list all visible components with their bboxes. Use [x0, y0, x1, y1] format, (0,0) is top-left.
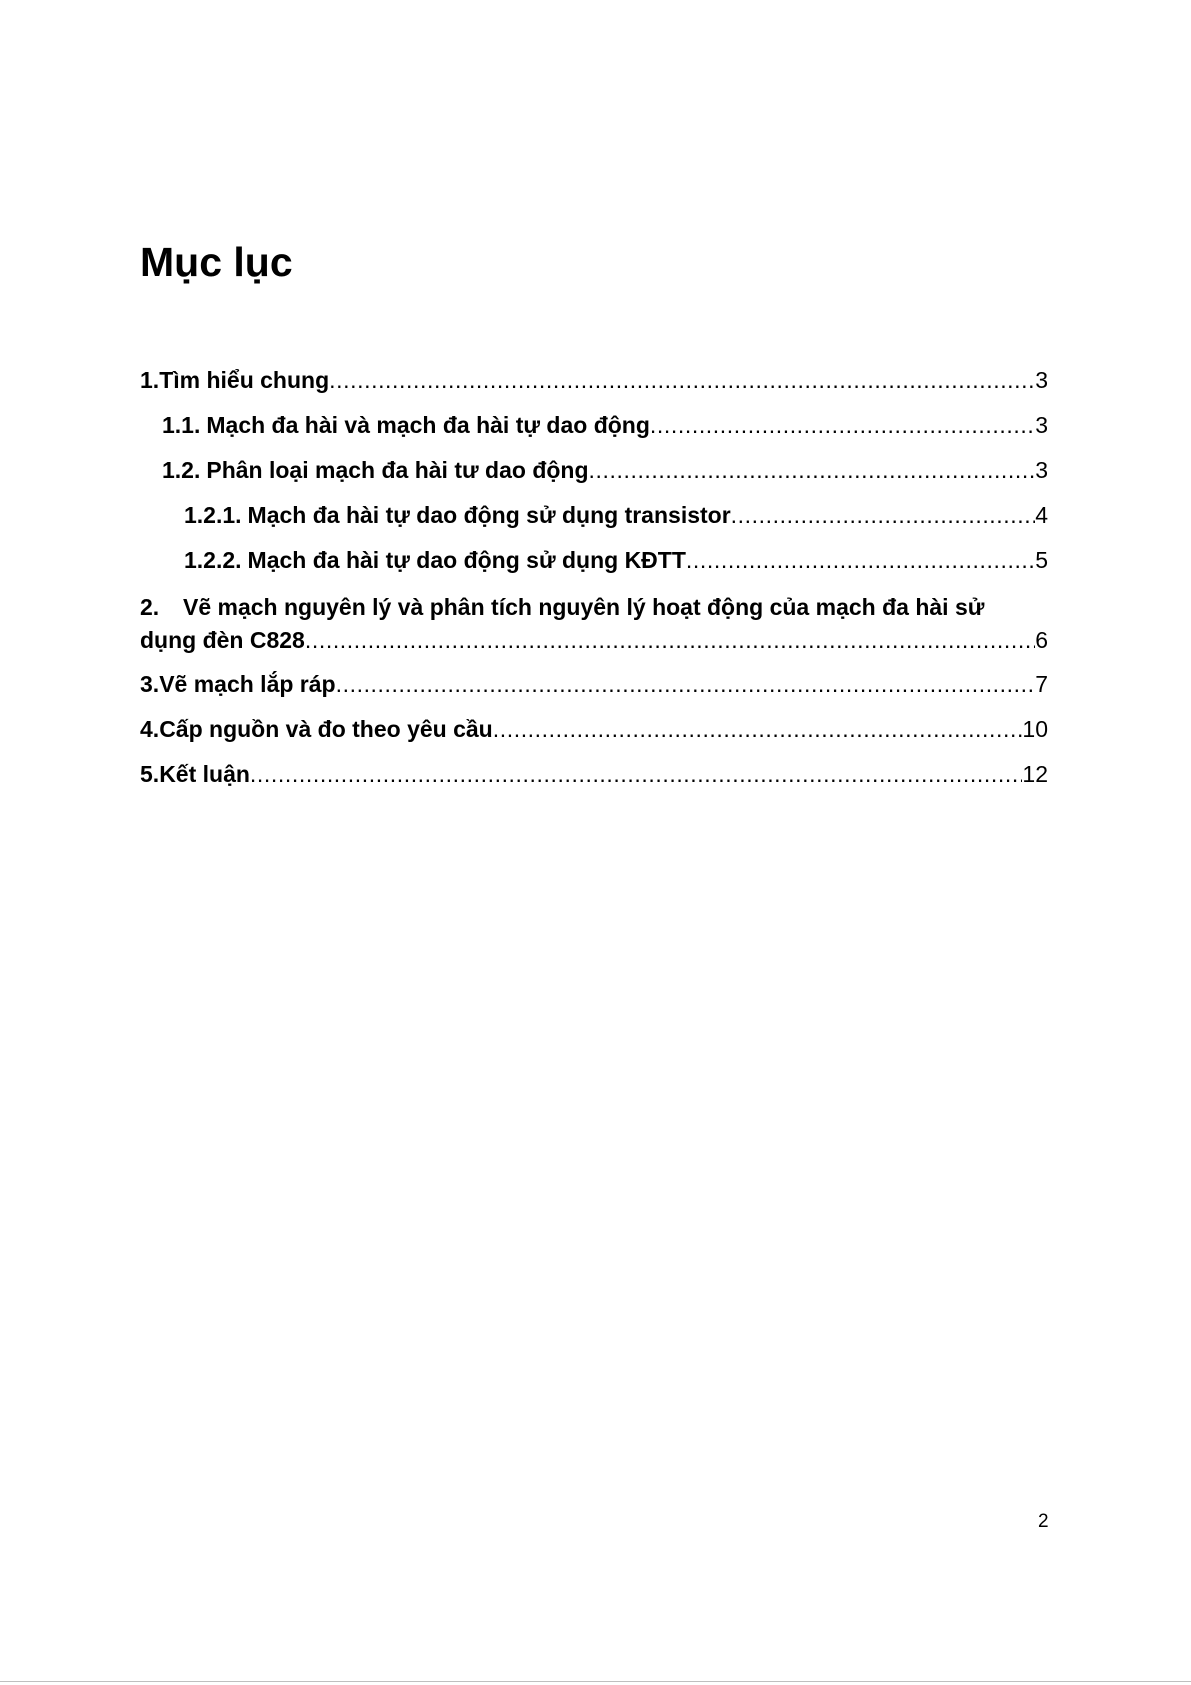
- dot-leader: [589, 455, 1036, 485]
- dot-leader: [250, 759, 1022, 789]
- dot-leader: [329, 365, 1035, 395]
- toc-entry-number: 3.: [140, 671, 160, 697]
- toc-entry-number: 1.2.1.: [184, 502, 242, 528]
- toc-entry-1[interactable]: [140, 365, 1048, 395]
- toc-entry-page: 3: [1035, 367, 1048, 393]
- dot-leader: [650, 410, 1035, 440]
- toc-entry-label: Cấp nguồn và đo theo yêu cầu: [159, 716, 493, 742]
- toc-entry-number: 5.: [140, 761, 160, 787]
- toc-entry-label: Mạch đa hài tự dao động sử dụng KĐTT: [247, 547, 686, 573]
- toc-entry-page: 7: [1035, 671, 1048, 697]
- toc-entry-2[interactable]: [140, 590, 1048, 655]
- dot-leader: [305, 625, 1035, 655]
- toc-entry-4[interactable]: [140, 714, 1048, 744]
- toc-entry-page: 4: [1035, 502, 1048, 528]
- toc-entry-number: 4.: [140, 716, 160, 742]
- toc-entry-page: 12: [1022, 761, 1048, 787]
- toc-entry-number: 2.: [140, 594, 160, 620]
- toc-entry-1-2[interactable]: [140, 455, 1048, 485]
- toc-title: Mục lục: [140, 239, 293, 285]
- toc-entry-label: Vẽ mạch nguyên lý và phân tích nguyên lý hoạt động của mạch đa hài sử: [183, 594, 985, 620]
- dot-leader: [493, 714, 1023, 744]
- toc-entry-3[interactable]: [140, 669, 1048, 699]
- page-bottom-divider: [0, 1681, 1191, 1682]
- toc-entry-1-2-2[interactable]: [140, 545, 1048, 575]
- toc-entry-line1: [140, 590, 1048, 625]
- dot-leader: [686, 545, 1035, 575]
- toc-entry-label: Tìm hiểu chung: [159, 367, 330, 393]
- toc-entry-page: 3: [1035, 412, 1048, 438]
- toc-entry-label: Phân loại mạch đa hài tư dao động: [206, 457, 589, 483]
- toc-entry-number: 1.2.2.: [184, 547, 242, 573]
- toc-entry-page: 5: [1035, 547, 1048, 573]
- dot-leader: [336, 669, 1036, 699]
- toc-entry-page: 6: [1035, 627, 1048, 653]
- toc-entry-label: Mạch đa hài tự dao động sử dụng transistor: [247, 502, 731, 528]
- dot-leader: [731, 500, 1036, 530]
- toc-entry-1-2-1[interactable]: [140, 500, 1048, 530]
- toc-entry-page: 3: [1035, 457, 1048, 483]
- toc-entry-line2: [140, 625, 1048, 655]
- toc-entry-label-continued: dụng đèn C828: [140, 627, 305, 653]
- toc-entry-1-1[interactable]: [140, 410, 1048, 440]
- toc-entry-page: 10: [1022, 716, 1048, 742]
- table-of-contents: [140, 365, 1048, 804]
- toc-entry-5[interactable]: [140, 759, 1048, 789]
- page-number: 2: [1038, 1511, 1049, 1532]
- toc-entry-number: 1.1.: [162, 412, 201, 438]
- toc-entry-number: 1.: [140, 367, 160, 393]
- toc-entry-number: 1.2.: [162, 457, 201, 483]
- toc-entry-label: Mạch đa hài và mạch đa hài tự dao động: [206, 412, 650, 438]
- toc-entry-label: Kết luận: [159, 761, 250, 787]
- toc-entry-label: Vẽ mạch lắp ráp: [159, 671, 336, 697]
